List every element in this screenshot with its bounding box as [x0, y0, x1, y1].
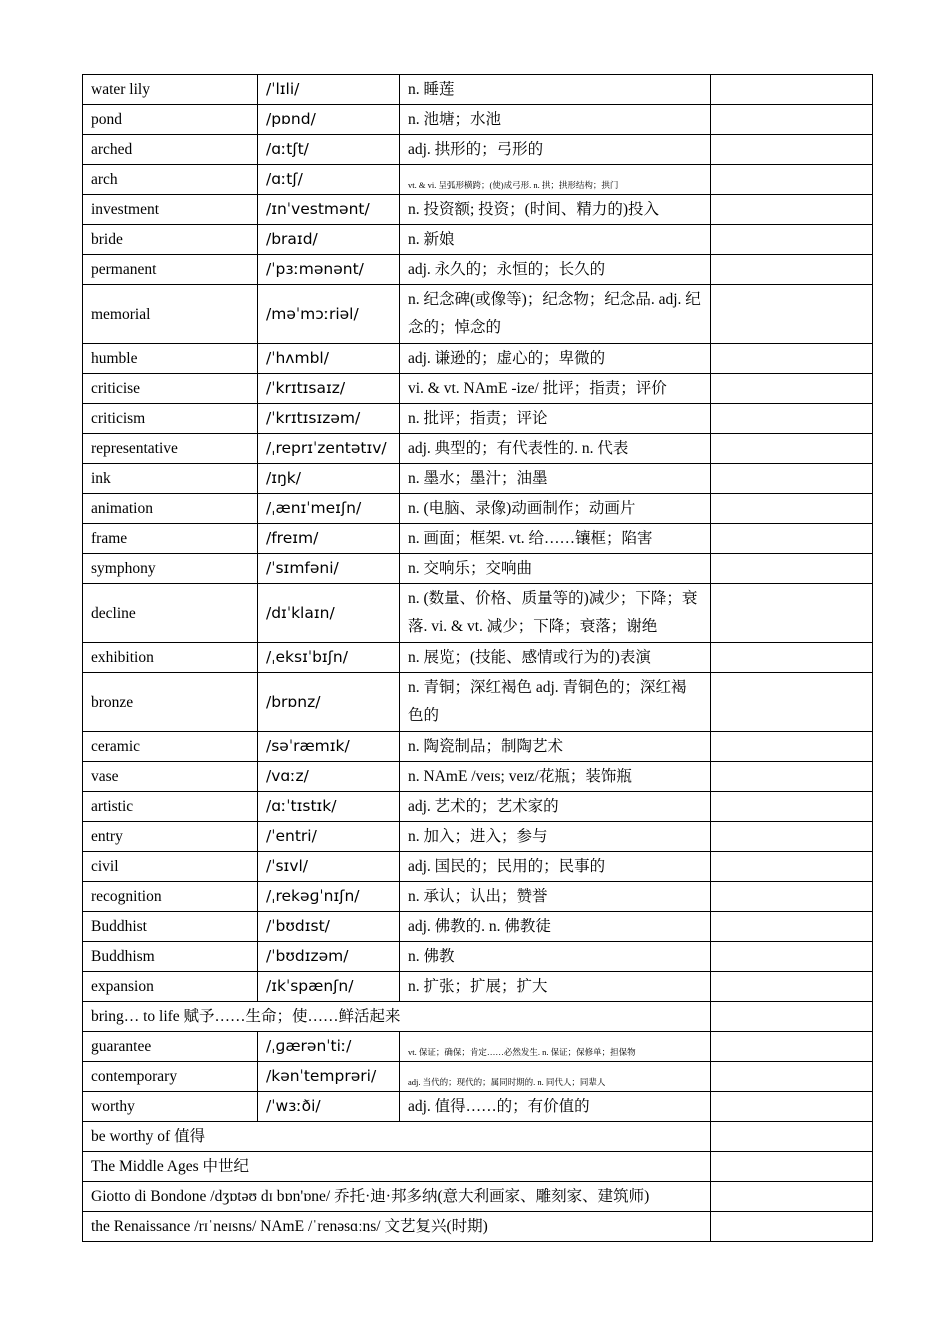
blank-cell — [711, 1182, 873, 1212]
vocab-row — [83, 1062, 873, 1092]
definition-cell: vi. & vt. NAmE -ize/ 批评；指责；评价 — [400, 374, 711, 404]
blank-cell — [711, 792, 873, 822]
blank-cell — [711, 494, 873, 524]
word-cell: decline — [83, 584, 258, 643]
vocab-row — [83, 732, 873, 762]
word-cell: arched — [83, 135, 258, 165]
definition-cell: n. 承认；认出；赞誉 — [400, 882, 711, 912]
phonetic-cell: /ɪnˈvestmənt/ — [258, 195, 400, 225]
definition-cell: n. 画面；框架. vt. 给……镶框；陷害 — [400, 524, 711, 554]
blank-cell — [711, 762, 873, 792]
phonetic-cell: /ˌɡærənˈtiː/ — [258, 1032, 400, 1062]
vocab-row — [83, 852, 873, 882]
blank-cell — [711, 225, 873, 255]
definition-cell: n. 池塘；水池 — [400, 105, 711, 135]
blank-cell — [711, 732, 873, 762]
phonetic-cell: /ˌrekəɡˈnɪʃn/ — [258, 882, 400, 912]
vocab-row — [83, 554, 873, 584]
blank-cell — [711, 882, 873, 912]
word-cell: ink — [83, 464, 258, 494]
phonetic-cell: /vɑːz/ — [258, 762, 400, 792]
blank-cell — [711, 1212, 873, 1242]
vocab-row — [83, 165, 873, 195]
phonetic-cell: /ɪkˈspænʃn/ — [258, 972, 400, 1002]
vocab-row — [83, 344, 873, 374]
blank-cell — [711, 584, 873, 643]
phonetic-cell: /ˌreprɪˈzentətɪv/ — [258, 434, 400, 464]
blank-cell — [711, 135, 873, 165]
word-cell: guarantee — [83, 1032, 258, 1062]
phonetic-cell: /brɒnz/ — [258, 673, 400, 732]
phonetic-cell: /səˈræmɪk/ — [258, 732, 400, 762]
definition-cell: n. 扩张；扩展；扩大 — [400, 972, 711, 1002]
vocab-row — [83, 822, 873, 852]
vocab-row — [83, 494, 873, 524]
vocab-row — [83, 1032, 873, 1062]
word-cell: memorial — [83, 285, 258, 344]
blank-cell — [711, 524, 873, 554]
definition-cell: adj. 典型的；有代表性的. n. 代表 — [400, 434, 711, 464]
word-cell: civil — [83, 852, 258, 882]
blank-cell — [711, 1092, 873, 1122]
word-cell: criticism — [83, 404, 258, 434]
blank-cell — [711, 165, 873, 195]
definition-cell: adj. 值得……的；有价值的 — [400, 1092, 711, 1122]
vocab-row — [83, 972, 873, 1002]
phonetic-cell: /ˈsɪmfəni/ — [258, 554, 400, 584]
vocab-row — [83, 404, 873, 434]
definition-cell: adj. 佛教的. n. 佛教徒 — [400, 912, 711, 942]
vocab-row — [83, 75, 873, 105]
phrase-cell: The Middle Ages 中世纪 — [83, 1152, 711, 1182]
vocab-row — [83, 882, 873, 912]
definition-cell: n. 青铜；深红褐色 adj. 青铜色的；深红褐色的 — [400, 673, 711, 732]
phonetic-cell: /ˈkrɪtɪsaɪz/ — [258, 374, 400, 404]
definition-cell: n. 加入；进入；参与 — [400, 822, 711, 852]
word-cell: frame — [83, 524, 258, 554]
blank-cell — [711, 464, 873, 494]
blank-cell — [711, 285, 873, 344]
definition-cell: adj. 当代的；现代的；属同时期的. n. 同代人；同辈人 — [400, 1062, 711, 1092]
vocab-row — [83, 673, 873, 732]
vocabulary-table — [82, 74, 873, 1242]
vocab-row — [83, 105, 873, 135]
word-cell: pond — [83, 105, 258, 135]
vocab-row — [83, 792, 873, 822]
phrase-row — [83, 1002, 873, 1032]
definition-cell: n. NAmE /veɪs; veɪz/花瓶；装饰瓶 — [400, 762, 711, 792]
blank-cell — [711, 972, 873, 1002]
blank-cell — [711, 822, 873, 852]
phrase-cell: bring… to life 赋予……生命；使……鲜活起来 — [83, 1002, 711, 1032]
blank-cell — [711, 852, 873, 882]
blank-cell — [711, 554, 873, 584]
vocab-row — [83, 524, 873, 554]
word-cell: contemporary — [83, 1062, 258, 1092]
phonetic-cell: /məˈmɔːriəl/ — [258, 285, 400, 344]
vocab-row — [83, 1092, 873, 1122]
word-cell: entry — [83, 822, 258, 852]
vocab-row — [83, 225, 873, 255]
vocab-row — [83, 195, 873, 225]
vocabulary-table-body — [83, 75, 873, 1242]
blank-cell — [711, 1032, 873, 1062]
phrase-row — [83, 1122, 873, 1152]
phonetic-cell: /ɑːtʃ/ — [258, 165, 400, 195]
blank-cell — [711, 1152, 873, 1182]
word-cell: criticise — [83, 374, 258, 404]
word-cell: water lily — [83, 75, 258, 105]
definition-cell: adj. 永久的；永恒的；长久的 — [400, 255, 711, 285]
vocab-row — [83, 464, 873, 494]
definition-cell: n. 投资额; 投资；(时间、精力的)投入 — [400, 195, 711, 225]
definition-cell: n. 墨水；墨汁；油墨 — [400, 464, 711, 494]
word-cell: arch — [83, 165, 258, 195]
word-cell: animation — [83, 494, 258, 524]
definition-cell: n. 佛教 — [400, 942, 711, 972]
word-cell: exhibition — [83, 643, 258, 673]
blank-cell — [711, 912, 873, 942]
definition-cell: vt. & vi. 呈弧形横跨；(使)成弓形. n. 拱；拱形结构；拱门 — [400, 165, 711, 195]
definition-cell: adj. 拱形的；弓形的 — [400, 135, 711, 165]
definition-cell: n. 纪念碑(或像等)；纪念物；纪念品. adj. 纪念的；悼念的 — [400, 285, 711, 344]
word-cell: Buddhism — [83, 942, 258, 972]
phonetic-cell: /braɪd/ — [258, 225, 400, 255]
blank-cell — [711, 105, 873, 135]
vocab-row — [83, 285, 873, 344]
word-cell: vase — [83, 762, 258, 792]
vocab-row — [83, 135, 873, 165]
definition-cell: n. 睡莲 — [400, 75, 711, 105]
definition-cell: vt. 保证；确保；肯定……必然发生. n. 保证；保修单；担保物 — [400, 1032, 711, 1062]
phrase-cell: the Renaissance /rɪˈneɪsns/ NAmE /ˈrenəsɑːns/ 文艺复兴(时期) — [83, 1212, 711, 1242]
blank-cell — [711, 195, 873, 225]
definition-cell: n. (电脑、录像)动画制作；动画片 — [400, 494, 711, 524]
vocab-row — [83, 762, 873, 792]
phonetic-cell: /ˈsɪvl/ — [258, 852, 400, 882]
blank-cell — [711, 344, 873, 374]
blank-cell — [711, 374, 873, 404]
blank-cell — [711, 1002, 873, 1032]
definition-cell: n. 新娘 — [400, 225, 711, 255]
word-cell: expansion — [83, 972, 258, 1002]
phonetic-cell: /kənˈtemprəri/ — [258, 1062, 400, 1092]
vocab-row — [83, 255, 873, 285]
definition-cell: adj. 谦逊的；虚心的；卑微的 — [400, 344, 711, 374]
definition-cell: n. 批评；指责；评论 — [400, 404, 711, 434]
word-cell: artistic — [83, 792, 258, 822]
phrase-row — [83, 1212, 873, 1242]
vocab-row — [83, 643, 873, 673]
phonetic-cell: /ɑːtʃt/ — [258, 135, 400, 165]
blank-cell — [711, 404, 873, 434]
vocab-row — [83, 912, 873, 942]
word-cell: symphony — [83, 554, 258, 584]
vocab-row — [83, 374, 873, 404]
definition-cell: adj. 艺术的；艺术家的 — [400, 792, 711, 822]
phrase-row — [83, 1152, 873, 1182]
phrase-cell: Giotto di Bondone /dʒɒtəʊ dɪ bɒn'ɒne/ 乔托·迪·邦多纳(意大利画家、雕刻家、建筑师) — [83, 1182, 711, 1212]
blank-cell — [711, 673, 873, 732]
definition-cell: n. 交响乐；交响曲 — [400, 554, 711, 584]
phonetic-cell: /dɪˈklaɪn/ — [258, 584, 400, 643]
blank-cell — [711, 1062, 873, 1092]
blank-cell — [711, 75, 873, 105]
definition-cell: adj. 国民的；民用的；民事的 — [400, 852, 711, 882]
blank-cell — [711, 643, 873, 673]
phonetic-cell: /ˈpɜːmənənt/ — [258, 255, 400, 285]
blank-cell — [711, 434, 873, 464]
phonetic-cell: /ˈkrɪtɪsɪzəm/ — [258, 404, 400, 434]
vocab-row — [83, 942, 873, 972]
phrase-row — [83, 1182, 873, 1212]
phonetic-cell: /ˈhʌmbl/ — [258, 344, 400, 374]
word-cell: permanent — [83, 255, 258, 285]
phonetic-cell: /ɪŋk/ — [258, 464, 400, 494]
definition-cell: n. 陶瓷制品；制陶艺术 — [400, 732, 711, 762]
blank-cell — [711, 255, 873, 285]
phrase-cell: be worthy of 值得 — [83, 1122, 711, 1152]
word-cell: worthy — [83, 1092, 258, 1122]
vocab-row — [83, 584, 873, 643]
phonetic-cell: /ˈlɪli/ — [258, 75, 400, 105]
phonetic-cell: /ˌænɪˈmeɪʃn/ — [258, 494, 400, 524]
definition-cell: n. 展览；(技能、感情或行为的)表演 — [400, 643, 711, 673]
blank-cell — [711, 1122, 873, 1152]
word-cell: Buddhist — [83, 912, 258, 942]
phonetic-cell: /ˈentri/ — [258, 822, 400, 852]
phonetic-cell: /ˈbʊdɪst/ — [258, 912, 400, 942]
phonetic-cell: /freɪm/ — [258, 524, 400, 554]
phonetic-cell: /pɒnd/ — [258, 105, 400, 135]
word-cell: humble — [83, 344, 258, 374]
word-cell: recognition — [83, 882, 258, 912]
word-cell: bride — [83, 225, 258, 255]
word-cell: representative — [83, 434, 258, 464]
blank-cell — [711, 942, 873, 972]
phonetic-cell: /ˈwɜːði/ — [258, 1092, 400, 1122]
phonetic-cell: /ˈbʊdɪzəm/ — [258, 942, 400, 972]
phonetic-cell: /ɑːˈtɪstɪk/ — [258, 792, 400, 822]
phonetic-cell: /ˌeksɪˈbɪʃn/ — [258, 643, 400, 673]
vocab-row — [83, 434, 873, 464]
word-cell: ceramic — [83, 732, 258, 762]
word-cell: bronze — [83, 673, 258, 732]
word-cell: investment — [83, 195, 258, 225]
definition-cell: n. (数量、价格、质量等的)减少；下降；衰落. vi. & vt. 减少；下降；衰落；谢绝 — [400, 584, 711, 643]
